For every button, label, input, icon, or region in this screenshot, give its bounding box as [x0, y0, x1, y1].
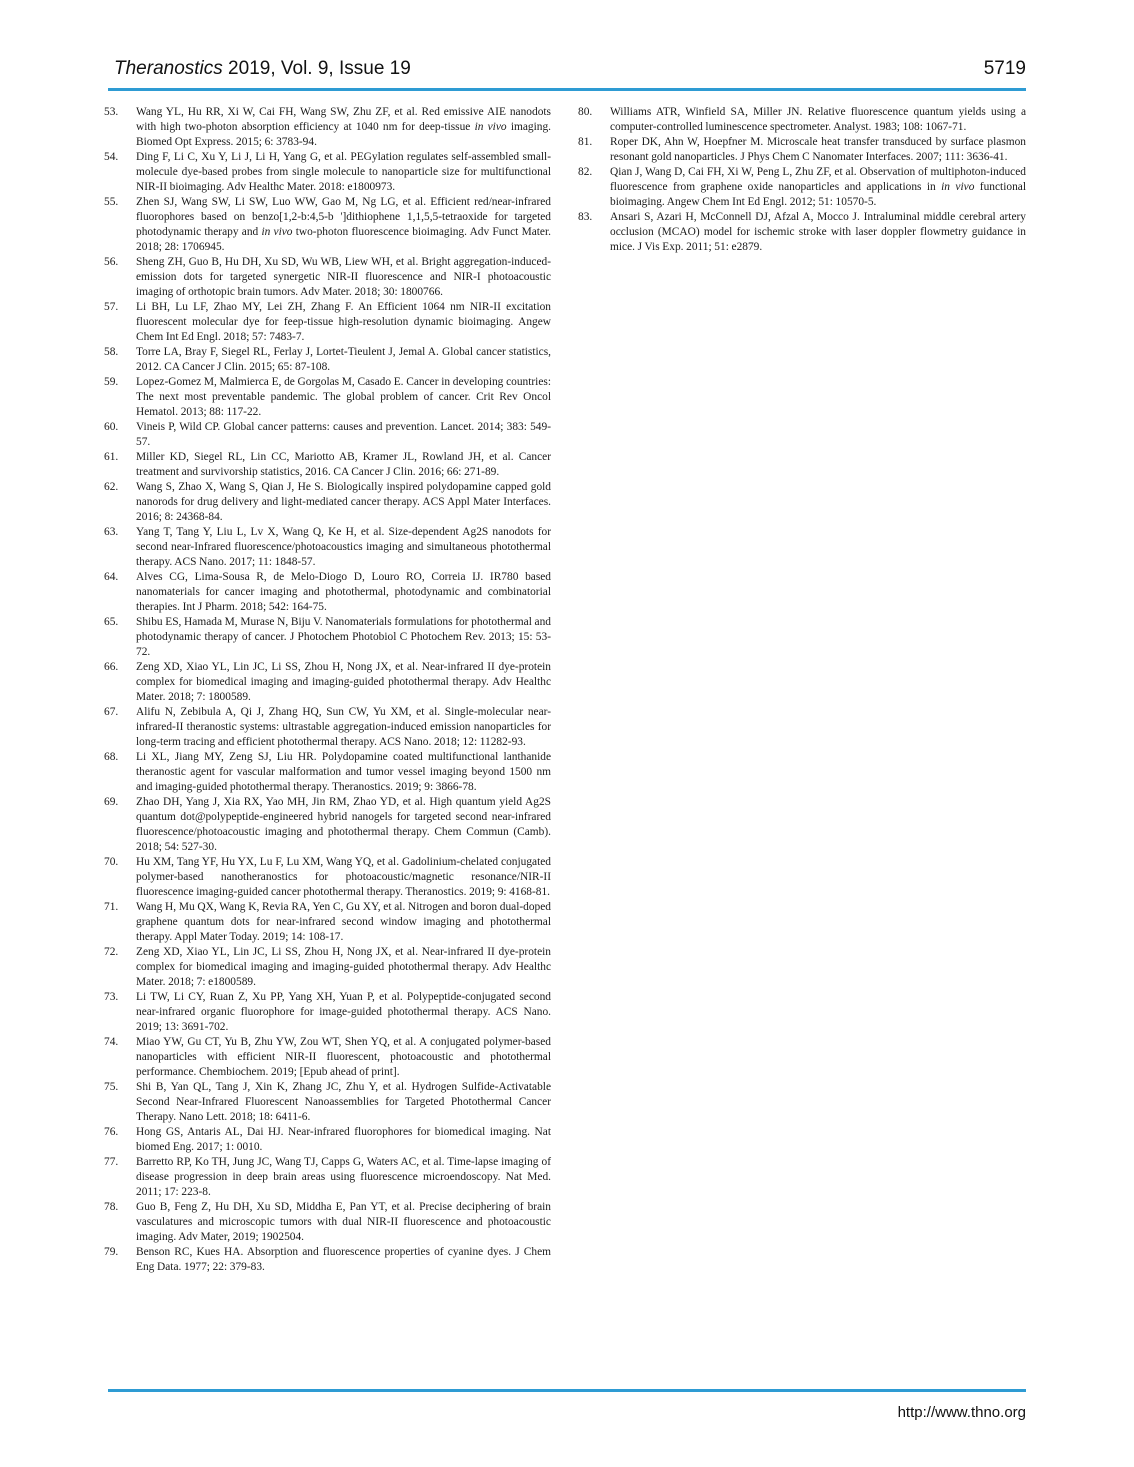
reference-item: [104, 480, 551, 525]
reference-item: [104, 420, 551, 450]
reference-text: Hong GS, Antaris AL, Dai HJ. Near-infrared fluorophores for biomedical imaging. Nat biomed Eng. 2017; 1: 0010.: [136, 1126, 551, 1153]
reference-number: 66.: [104, 661, 119, 673]
reference-item: [104, 705, 551, 750]
reference-number: 70.: [104, 856, 119, 868]
reference-number: 79.: [104, 1246, 119, 1258]
reference-item: [104, 900, 551, 945]
reference-text: Benson RC, Kues HA. Absorption and fluorescence properties of cyanine dyes. J Chem Eng Data. 1977; 22: 379-83.: [136, 1246, 551, 1273]
reference-number: 73.: [104, 991, 119, 1003]
reference-list-right: [578, 105, 1026, 255]
reference-text: Guo B, Feng Z, Hu DH, Xu SD, Middha E, Pan YT, et al. Precise deciphering of brain vasculatures and microscopic tumors with dual NIR-II fluorescence and photoacoustic imaging. Adv Mater, 2019; 1902504.: [136, 1201, 551, 1243]
reference-number: 67.: [104, 706, 119, 718]
reference-item: [104, 1035, 551, 1080]
reference-number: 63.: [104, 526, 119, 538]
references-column-left: [104, 105, 551, 1275]
reference-text: Ding F, Li C, Xu Y, Li J, Li H, Yang G, et al. PEGylation regulates self-assembled small-molecule dye-based probes from single molecule to nanoparticle size for multifunctional NIR-II bioimaging. Adv Healthc Mater. 2018: e1800973.: [136, 151, 551, 193]
reference-number: 53.: [104, 106, 119, 118]
reference-text: Vineis P, Wild CP. Global cancer patterns: causes and prevention. Lancet. 2014; 383: 549-57.: [136, 421, 551, 448]
footer-url-link[interactable]: http://www.thno.org: [897, 1404, 1026, 1421]
reference-item: [104, 525, 551, 570]
reference-number: 68.: [104, 751, 119, 763]
reference-number: 78.: [104, 1201, 119, 1213]
reference-number: 77.: [104, 1156, 119, 1168]
reference-number: 75.: [104, 1081, 119, 1093]
reference-number: 71.: [104, 901, 119, 913]
reference-text: Miller KD, Siegel RL, Lin CC, Mariotto AB, Kramer JL, Rowland JH, et al. Cancer treatment and survivorship statistics, 2016. CA Cancer J Clin. 2016; 66: 271-89.: [136, 451, 551, 478]
reference-number: 81.: [578, 136, 593, 148]
reference-item: [104, 450, 551, 480]
reference-text: Ansari S, Azari H, McConnell DJ, Afzal A, Mocco J. Intraluminal middle cerebral artery occlusion (MCAO) model for ischemic stroke with laser doppler flowmetry guidance in mice. J Vis Exp. 2011; 51: e2879.: [610, 211, 1026, 253]
reference-item: [578, 210, 1026, 255]
reference-text: Alifu N, Zebibula A, Qi J, Zhang HQ, Sun CW, Yu XM, et al. Single-molecular near-infrared-II theranostic systems: ultrastable aggregation-induced emission nanoparticles for long-term tracing and efficient photothermal therapy. ACS Nano. 2018; 12: 11282-93.: [136, 706, 551, 748]
reference-text: Wang H, Mu QX, Wang K, Revia RA, Yen C, Gu XY, et al. Nitrogen and boron dual-doped graphene quantum dots for near-infrared second window imaging and photothermal therapy. Appl Mater Today. 2019; 14: 108-17.: [136, 901, 551, 943]
reference-item: [104, 1125, 551, 1155]
reference-text: Zhen SJ, Wang SW, Li SW, Luo WW, Gao M, Ng LG, et al. Efficient red/near-infrared fluorophores based on benzo[1,2-b:4,5-b ']dithiophene 1,1,5,5-tetraoxide for targeted photodynamic therapy and in vivo two-photon fluorescence bioimaging. Adv Funct Mater. 2018; 28: 1706945.: [136, 196, 551, 253]
reference-text: Zeng XD, Xiao YL, Lin JC, Li SS, Zhou H, Nong JX, et al. Near-infrared II dye-protein complex for biomedical imaging and imaging-guided photothermal therapy. Adv Healthc Mater. 2018; 7: 1800589.: [136, 661, 551, 703]
reference-text: Wang S, Zhao X, Wang S, Qian J, He S. Biologically inspired polydopamine capped gold nanorods for drug delivery and light-mediated cancer therapy. ACS Appl Mater Interfaces. 2016; 8: 24368-84.: [136, 481, 551, 523]
reference-item: [104, 570, 551, 615]
reference-text: Qian J, Wang D, Cai FH, Xi W, Peng L, Zhu ZF, et al. Observation of multiphoton-induced fluorescence from graphene oxide nanoparticles and applications in in vivo functional bioimaging. Angew Chem Int Ed Engl. 2012; 51: 10570-5.: [610, 166, 1026, 208]
reference-number: 65.: [104, 616, 119, 628]
reference-item: [104, 945, 551, 990]
reference-number: 80.: [578, 106, 593, 118]
reference-number: 64.: [104, 571, 119, 583]
reference-item: [104, 255, 551, 300]
journal-name: Theranostics: [114, 58, 223, 79]
reference-text: Li TW, Li CY, Ruan Z, Xu PP, Yang XH, Yuan P, et al. Polypeptide-conjugated second near-infrared organic fluorophore for image-guided photothermal therapy. ACS Nano. 2019; 13: 3691-702.: [136, 991, 551, 1033]
reference-number: 54.: [104, 151, 119, 163]
reference-text: Alves CG, Lima-Sousa R, de Melo-Diogo D, Louro RO, Correia IJ. IR780 based nanomaterials for cancer imaging and photothermal, photodynamic and combinatorial therapies. Int J Pharm. 2018; 542: 164-75.: [136, 571, 551, 613]
reference-text: Lopez-Gomez M, Malmierca E, de Gorgolas M, Casado E. Cancer in developing countries: The next most preventable pandemic. The global problem of cancer. Crit Rev Oncol Hematol. 2013; 88: 117-22.: [136, 376, 551, 418]
reference-item: [104, 1245, 551, 1275]
reference-text: Barretto RP, Ko TH, Jung JC, Wang TJ, Capps G, Waters AC, et al. Time-lapse imaging of disease progression in deep brain areas using fluorescence microendoscopy. Nat Med. 2011; 17: 223-8.: [136, 1156, 551, 1198]
reference-text: Zeng XD, Xiao YL, Lin JC, Li SS, Zhou H, Nong JX, et al. Near-infrared II dye-protein complex for biomedical imaging and imaging-guided photothermal therapy. Adv Healthc Mater. 2018; 7: e1800589.: [136, 946, 551, 988]
reference-number: 62.: [104, 481, 119, 493]
reference-text: Hu XM, Tang YF, Hu YX, Lu F, Lu XM, Wang YQ, et al. Gadolinium-chelated conjugated polymer-based nanotheranostics for photoacoustic/magnetic resonance/NIR-II fluorescence imaging-guided cancer photothermal therapy. Theranostics. 2019; 9: 4168-81.: [136, 856, 551, 898]
reference-item: [104, 105, 551, 150]
reference-number: 61.: [104, 451, 119, 463]
reference-number: 82.: [578, 166, 593, 178]
reference-number: 76.: [104, 1126, 119, 1138]
reference-number: 59.: [104, 376, 119, 388]
reference-number: 83.: [578, 211, 593, 223]
reference-text: Shi B, Yan QL, Tang J, Xin K, Zhang JC, Zhu Y, et al. Hydrogen Sulfide-Activatable Second Near-Infrared Fluorescent Nanoassemblies for Targeted Photothermal Cancer Therapy. Nano Lett. 2018; 18: 6411-6.: [136, 1081, 551, 1123]
reference-number: 74.: [104, 1036, 119, 1048]
reference-item: [104, 615, 551, 660]
reference-text: Shibu ES, Hamada M, Murase N, Biju V. Nanomaterials formulations for photothermal and photodynamic therapy of cancer. J Photochem Photobiol C Photochem Rev. 2013; 15: 53-72.: [136, 616, 551, 658]
reference-text: Sheng ZH, Guo B, Hu DH, Xu SD, Wu WB, Liew WH, et al. Bright aggregation-induced-emission dots for targeted synergetic NIR-II fluorescence and NIR-I photoacoustic imaging of orthotopic brain tumors. Adv Mater. 2018; 30: 1800766.: [136, 256, 551, 298]
journal-citation: [114, 58, 411, 80]
references-column-right: [578, 105, 1026, 255]
reference-item: [104, 855, 551, 900]
reference-item: [104, 795, 551, 855]
reference-text: Li XL, Jiang MY, Zeng SJ, Liu HR. Polydopamine coated multifunctional lanthanide theranostic agent for vascular malformation and tumor vessel imaging beyond 1500 nm and imaging-guided photothermal therapy. Theranostics. 2019; 9: 3866-78.: [136, 751, 551, 793]
reference-item: [104, 195, 551, 255]
reference-item: [578, 165, 1026, 210]
reference-number: 57.: [104, 301, 119, 313]
reference-number: 55.: [104, 196, 119, 208]
reference-text: Yang T, Tang Y, Liu L, Lv X, Wang Q, Ke H, et al. Size-dependent Ag2S nanodots for second near-Infrared fluorescence/photoacoustics imaging and simultaneous photothermal therapy. ACS Nano. 2017; 11: 1848-57.: [136, 526, 551, 568]
reference-item: [104, 1080, 551, 1125]
reference-text: Williams ATR, Winfield SA, Miller JN. Relative fluorescence quantum yields using a computer-controlled luminescence spectrometer. Analyst. 1983; 108: 1067-71.: [610, 106, 1026, 133]
reference-item: [104, 345, 551, 375]
reference-number: 60.: [104, 421, 119, 433]
reference-text: Torre LA, Bray F, Siegel RL, Ferlay J, Lortet-Tieulent J, Jemal A. Global cancer statistics, 2012. CA Cancer J Clin. 2015; 65: 87-108.: [136, 346, 551, 373]
running-header: [114, 58, 1026, 86]
reference-item: [104, 1200, 551, 1245]
page-number: 5719: [983, 58, 1026, 79]
reference-text: Miao YW, Gu CT, Yu B, Zhu YW, Zou WT, Shen YQ, et al. A conjugated polymer-based nanoparticles with efficient NIR-II fluorescent, photoacoustic and photothermal performance. Chembiochem. 2019; [Epub ahead of print].: [136, 1036, 551, 1078]
reference-text: Li BH, Lu LF, Zhao MY, Lei ZH, Zhang F. An Efficient 1064 nm NIR-II excitation fluorescent molecular dye for feep-tissue high-resolution dynamic bioimaging. Angew Chem Int Ed Engl. 2018; 57: 7483-7.: [136, 301, 551, 343]
reference-item: [104, 1155, 551, 1200]
reference-item: [104, 750, 551, 795]
reference-list-left: [104, 105, 551, 1275]
header-rule: [108, 88, 1026, 91]
reference-text: Wang YL, Hu RR, Xi W, Cai FH, Wang SW, Zhu ZF, et al. Red emissive AIE nanodots with high two-photon absorption efficiency at 1040 nm for deep-tissue in vivo imaging. Biomed Opt Express. 2015; 6: 3783-94.: [136, 106, 551, 148]
reference-number: 69.: [104, 796, 119, 808]
reference-item: [104, 375, 551, 420]
reference-text: Roper DK, Ahn W, Hoepfner M. Microscale heat transfer transduced by surface plasmon resonant gold nanoparticles. J Phys Chem C Nanomater Interfaces. 2007; 111: 3636-41.: [610, 136, 1026, 163]
reference-item: [104, 990, 551, 1035]
footer-rule: [108, 1389, 1026, 1392]
reference-item: [578, 135, 1026, 165]
reference-item: [104, 660, 551, 705]
reference-item: [578, 105, 1026, 135]
reference-text: Zhao DH, Yang J, Xia RX, Yao MH, Jin RM, Zhao YD, et al. High quantum yield Ag2S quantum dot@polypeptide-engineered hybrid nanogels for targeted second near-infrared fluorescence/photoacoustic imaging and photothermal therapy. Chem Commun (Camb). 2018; 54: 527-30.: [136, 796, 551, 853]
reference-item: [104, 300, 551, 345]
reference-number: 56.: [104, 256, 119, 268]
journal-volume-issue: 2019, Vol. 9, Issue 19: [222, 58, 411, 79]
reference-item: [104, 150, 551, 195]
reference-number: 58.: [104, 346, 119, 358]
reference-number: 72.: [104, 946, 119, 958]
